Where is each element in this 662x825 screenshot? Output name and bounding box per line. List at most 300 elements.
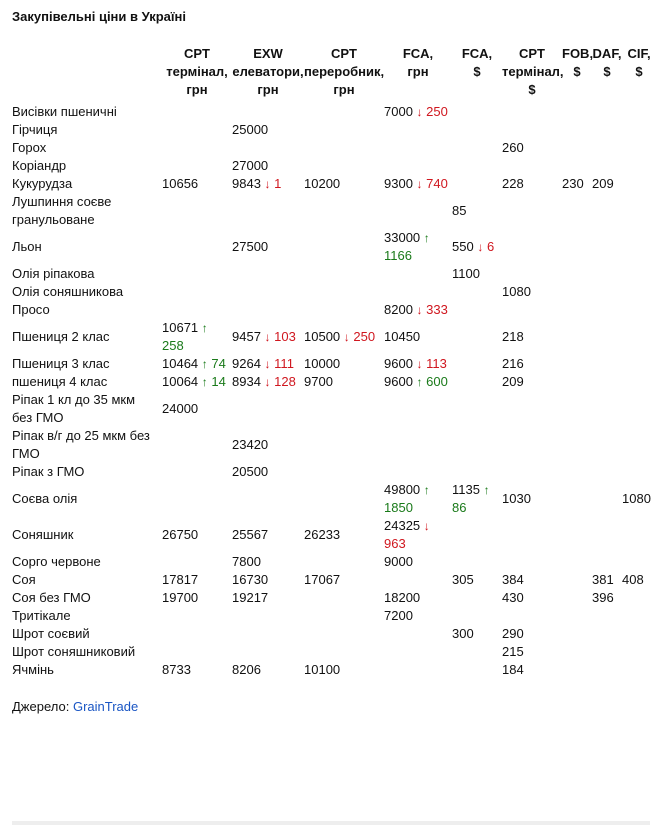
price-cell-daf-usd [592,355,622,373]
price-value: 209 [592,176,614,191]
price-cell-exw-elevator-uah [232,265,304,283]
price-cell-exw-elevator-uah [232,391,304,427]
price-value: 9600 [384,374,413,389]
price-cell-daf-usd [592,553,622,571]
column-header-daf-usd [592,45,622,103]
price-value: 184 [502,662,524,677]
price-cell-cpt-terminal-usd [502,103,562,121]
price-cell-fob-usd [562,427,592,463]
price-cell-cpt-terminal-uah [162,373,232,391]
price-cell-cpt-terminal-usd [502,229,562,265]
price-change: 1 [274,176,282,191]
price-cell-cif-usd [622,463,656,481]
price-cell-fob-usd [562,625,592,643]
price-cell-cpt-processor-uah [304,139,384,157]
commodity-name: Соя без ГМО [12,590,91,605]
price-cell-fca-usd [452,571,502,589]
price-cell-cpt-terminal-uah [162,103,232,121]
price-value: 26233 [304,527,341,542]
price-cell-cpt-terminal-uah [162,391,232,427]
price-cell-exw-elevator-uah [232,301,304,319]
price-cell-daf-usd [592,265,622,283]
price-cell-daf-usd [592,175,622,193]
price-cell-fca-usd [452,373,502,391]
price-cell-cpt-terminal-uah [162,553,232,571]
price-value: 228 [502,176,524,191]
price-cell-exw-elevator-uah [232,553,304,571]
price-cell-fca-uah [384,517,452,553]
arrow-up-icon: ↑ [201,357,208,371]
commodity-name: Соєва олія [12,491,78,506]
price-cell-fca-usd [452,589,502,607]
table-body [12,103,656,679]
source-link[interactable]: GrainTrade [72,699,139,714]
price-cell-cpt-terminal-uah [162,157,232,175]
column-header-fob-usd [562,45,592,103]
price-cell-cpt-terminal-usd [502,553,562,571]
price-value: 17067 [304,572,341,587]
price-cell-cpt-processor-uah [304,157,384,175]
price-cell-cpt-processor-uah [304,427,384,463]
price-cell-cif-usd [622,175,656,193]
price-cell-cif-usd [622,391,656,427]
commodity-name: Кукурудза [12,176,73,191]
price-value: 9000 [384,554,413,569]
commodity-name: Льон [12,239,42,254]
price-cell-cif-usd [622,643,656,661]
price-cell-cif-usd [622,553,656,571]
price-change: 113 [426,356,447,371]
arrow-down-icon: ↓ [264,375,271,389]
price-cell-exw-elevator-uah [232,121,304,139]
table-row [12,553,656,571]
price-cell-cpt-terminal-uah [162,283,232,301]
price-cell-cif-usd [622,229,656,265]
price-cell-fca-usd [452,607,502,625]
price-cell-fca-uah [384,625,452,643]
price-cell-cif-usd [622,301,656,319]
price-value: 408 [622,572,644,587]
price-cell-daf-usd [592,301,622,319]
prices-table [12,45,656,679]
price-cell-cpt-processor-uah [304,571,384,589]
price-value: 8934 [232,374,261,389]
price-cell-cpt-terminal-uah [162,571,232,589]
price-value: 27000 [232,158,269,173]
price-cell-daf-usd [592,283,622,301]
price-cell-cpt-terminal-uah [162,661,232,679]
price-cell-daf-usd [592,121,622,139]
price-cell-cpt-terminal-uah [162,355,232,373]
price-cell-cpt-terminal-uah [162,175,232,193]
table-row [12,373,656,391]
price-cell-cpt-terminal-usd [502,193,562,229]
price-cell-fob-usd [562,643,592,661]
price-cell-fob-usd [562,373,592,391]
price-cell-cpt-processor-uah [304,589,384,607]
price-value: 7800 [232,554,261,569]
column-header-label: FOB, $ [562,46,594,79]
price-cell-cpt-processor-uah [304,463,384,481]
table-header [12,45,656,103]
price-cell-fca-usd [452,175,502,193]
price-cell-fca-uah [384,553,452,571]
price-cell-cpt-terminal-usd [502,283,562,301]
price-cell-cif-usd [622,283,656,301]
column-header-label: CPT термінал, $ [502,46,564,97]
table-row [12,643,656,661]
price-cell-exw-elevator-uah [232,607,304,625]
price-value: 430 [502,590,524,605]
price-cell-fca-uah [384,121,452,139]
price-value: 27500 [232,239,269,254]
price-cell-cif-usd [622,517,656,553]
price-cell-fob-usd [562,283,592,301]
price-cell-fca-usd [452,463,502,481]
price-cell-cif-usd [622,193,656,229]
price-cell-cpt-terminal-uah [162,139,232,157]
column-header-cpt-terminal-usd [502,45,562,103]
price-cell-cif-usd [622,589,656,607]
price-cell-daf-usd [592,373,622,391]
table-row [12,139,656,157]
price-value: 1135 [452,482,480,497]
column-header-cif-usd [622,45,656,103]
table-row [12,355,656,373]
price-cell-fca-uah [384,103,452,121]
column-header-exw-elevator-uah [232,45,304,103]
table-row [12,607,656,625]
price-cell-cpt-terminal-uah [162,625,232,643]
column-header-label: CPT термінал, грн [166,46,228,97]
price-value: 381 [592,572,614,587]
table-row [12,301,656,319]
table-row [12,625,656,643]
price-cell-fob-usd [562,301,592,319]
price-value: 384 [502,572,524,587]
price-cell-cif-usd [622,625,656,643]
price-cell-fob-usd [562,175,592,193]
price-value: 396 [592,590,614,605]
price-cell-cpt-processor-uah [304,517,384,553]
column-header-label: EXW елеватори, грн [232,46,304,97]
price-value: 9600 [384,356,413,371]
price-change: 1166 [384,248,412,263]
price-cell-cif-usd [622,607,656,625]
price-cell-daf-usd [592,193,622,229]
price-cell-cpt-terminal-usd [502,139,562,157]
price-cell-exw-elevator-uah [232,139,304,157]
price-value: 1030 [502,491,531,506]
price-value: 16730 [232,572,269,587]
price-cell-daf-usd [592,103,622,121]
arrow-down-icon: ↓ [416,177,423,191]
price-cell-exw-elevator-uah [232,103,304,121]
price-value: 10656 [162,176,199,191]
price-cell-cpt-processor-uah [304,319,384,355]
price-cell-exw-elevator-uah [232,643,304,661]
arrow-down-icon: ↓ [416,105,423,119]
price-cell-fob-usd [562,355,592,373]
price-cell-fca-usd [452,355,502,373]
price-change: 74 [211,356,226,371]
price-cell-daf-usd [592,607,622,625]
commodity-name: Горох [12,140,47,155]
price-cell-daf-usd [592,589,622,607]
price-cell-cpt-processor-uah [304,121,384,139]
price-cell-fca-usd [452,301,502,319]
price-cell-exw-elevator-uah [232,157,304,175]
price-cell-fca-uah [384,193,452,229]
price-cell-cif-usd [622,427,656,463]
price-value: 19700 [162,590,199,605]
price-cell-cpt-processor-uah [304,553,384,571]
price-cell-fca-uah [384,319,452,355]
column-header-cpt-processor-uah [304,45,384,103]
table-row [12,661,656,679]
price-change: 600 [426,374,448,389]
price-value: 1080 [622,491,651,506]
price-value: 1080 [502,284,531,299]
price-cell-cpt-terminal-uah [162,517,232,553]
price-cell-cpt-terminal-usd [502,121,562,139]
table-row [12,193,656,229]
price-cell-fca-uah [384,661,452,679]
commodity-name: Ріпак в/г до 25 мкм без ГМО [12,428,150,461]
price-cell-exw-elevator-uah [232,481,304,517]
table-row [12,265,656,283]
price-cell-cpt-processor-uah [304,391,384,427]
price-value: 7200 [384,608,413,623]
price-cell-daf-usd [592,643,622,661]
price-value: 9457 [232,329,261,344]
price-cell-fca-usd [452,625,502,643]
commodity-name: Ріпак 1 кл до 35 мкм без ГМО [12,392,136,425]
price-cell-cpt-terminal-usd [502,319,562,355]
price-cell-cpt-terminal-usd [502,301,562,319]
price-value: 23420 [232,437,269,452]
price-cell-cpt-terminal-usd [502,265,562,283]
price-cell-daf-usd [592,229,622,265]
price-cell-fob-usd [562,391,592,427]
column-header-label: CIF, $ [627,46,651,79]
arrow-down-icon: ↓ [416,303,423,317]
price-cell-fob-usd [562,229,592,265]
price-value: 8206 [232,662,261,677]
price-value: 26750 [162,527,199,542]
price-value: 216 [502,356,524,371]
price-value: 10500 [304,329,341,344]
price-cell-cpt-processor-uah [304,193,384,229]
column-header-label: CPT переробник, грн [304,46,385,97]
price-value: 300 [452,626,474,641]
price-value: 8200 [384,302,413,317]
price-cell-cpt-terminal-usd [502,157,562,175]
arrow-down-icon: ↓ [423,519,430,533]
commodity-name: Висівки пшеничні [12,104,117,119]
price-value: 85 [452,203,467,218]
price-value: 218 [502,329,524,344]
table-row [12,571,656,589]
table-row [12,427,656,463]
price-cell-cpt-terminal-usd [502,571,562,589]
price-cell-fob-usd [562,607,592,625]
price-cell-cpt-terminal-uah [162,193,232,229]
price-cell-cpt-processor-uah [304,229,384,265]
price-change: 1850 [384,500,413,515]
price-cell-cpt-terminal-uah [162,589,232,607]
price-cell-fca-uah [384,157,452,175]
price-cell-cpt-processor-uah [304,355,384,373]
commodity-name: Ріпак з ГМО [12,464,85,479]
table-row [12,283,656,301]
header-row [12,45,656,103]
price-cell-fca-usd [452,661,502,679]
price-value: 18200 [384,590,421,605]
price-cell-cpt-processor-uah [304,265,384,283]
price-cell-cpt-processor-uah [304,373,384,391]
price-cell-cpt-terminal-usd [502,517,562,553]
price-change: 963 [384,536,406,551]
price-cell-exw-elevator-uah [232,589,304,607]
commodity-name: Соняшник [12,527,74,542]
price-value: 9843 [232,176,261,191]
price-cell-cpt-processor-uah [304,661,384,679]
arrow-up-icon: ↑ [201,321,208,335]
price-cell-cif-usd [622,355,656,373]
price-change: 250 [426,104,448,119]
price-value: 17817 [162,572,199,587]
header-name-cell [12,45,162,103]
price-cell-cpt-terminal-uah [162,463,232,481]
table-row [12,589,656,607]
price-cell-fca-uah [384,265,452,283]
table-row [12,517,656,553]
price-cell-cpt-terminal-uah [162,607,232,625]
price-change: 250 [353,329,376,344]
price-cell-fca-usd [452,643,502,661]
price-cell-cif-usd [622,661,656,679]
price-cell-daf-usd [592,625,622,643]
price-cell-cpt-terminal-uah [162,643,232,661]
price-cell-cpt-terminal-usd [502,355,562,373]
arrow-up-icon: ↑ [423,483,430,497]
price-cell-fca-usd [452,139,502,157]
price-cell-fca-uah [384,139,452,157]
price-cell-fca-uah [384,175,452,193]
price-value: 10200 [304,176,341,191]
price-cell-cpt-processor-uah [304,301,384,319]
price-cell-exw-elevator-uah [232,427,304,463]
price-cell-exw-elevator-uah [232,517,304,553]
commodity-name: Ячмінь [12,662,54,677]
source-label: Джерело: [12,699,70,714]
price-cell-fob-usd [562,589,592,607]
price-cell-fca-uah [384,229,452,265]
commodity-name: Тритікале [12,608,71,623]
commodity-name: Олія соняшникова [12,284,124,299]
price-cell-fca-uah [384,301,452,319]
price-cell-fca-uah [384,589,452,607]
price-change: 740 [426,176,448,191]
price-value: 24325 [384,518,421,533]
price-cell-daf-usd [592,157,622,175]
price-cell-cif-usd [622,373,656,391]
table-row [12,157,656,175]
commodity-name: Шрот соняшниковий [12,644,136,659]
price-cell-daf-usd [592,319,622,355]
column-header-cpt-terminal-uah [162,45,232,103]
price-cell-cpt-processor-uah [304,283,384,301]
bottom-divider [12,821,650,825]
price-cell-fca-uah [384,373,452,391]
table-row [12,175,656,193]
price-cell-fob-usd [562,265,592,283]
price-cell-cpt-terminal-usd [502,661,562,679]
price-value: 209 [502,374,524,389]
price-cell-fob-usd [562,193,592,229]
price-value: 215 [502,644,524,659]
price-change: 111 [274,356,294,371]
price-cell-daf-usd [592,391,622,427]
price-cell-fca-usd [452,265,502,283]
price-cell-fca-uah [384,427,452,463]
arrow-down-icon: ↓ [264,330,271,344]
commodity-name: Гірчиця [12,122,58,137]
price-cell-fca-uah [384,481,452,517]
price-value: 25000 [232,122,269,137]
column-header-label: DAF, $ [592,46,622,79]
arrow-up-icon: ↑ [416,375,423,389]
price-value: 290 [502,626,524,641]
price-cell-fca-uah [384,571,452,589]
commodity-name: Пшениця 2 клас [12,329,110,344]
price-cell-cpt-terminal-usd [502,391,562,427]
arrow-down-icon: ↓ [343,330,350,344]
price-cell-cpt-terminal-uah [162,229,232,265]
price-cell-daf-usd [592,481,622,517]
price-cell-cif-usd [622,139,656,157]
arrow-up-icon: ↑ [201,375,208,389]
price-cell-cpt-processor-uah [304,607,384,625]
price-change: 128 [274,374,296,389]
column-header-fca-uah [384,45,452,103]
price-cell-daf-usd [592,661,622,679]
price-cell-fob-usd [562,157,592,175]
price-cell-cpt-processor-uah [304,481,384,517]
price-cell-fob-usd [562,139,592,157]
price-cell-exw-elevator-uah [232,463,304,481]
commodity-name: Олія ріпакова [12,266,95,281]
price-cell-daf-usd [592,517,622,553]
price-cell-fca-uah [384,391,452,427]
price-cell-cif-usd [622,265,656,283]
column-header-label: FCA, $ [461,46,493,79]
price-cell-fob-usd [562,517,592,553]
price-cell-cif-usd [622,121,656,139]
price-change: 86 [452,500,467,515]
price-cell-cpt-processor-uah [304,625,384,643]
table-row [12,463,656,481]
price-cell-fob-usd [562,661,592,679]
commodity-name: Сорго червоне [12,554,101,569]
price-cell-exw-elevator-uah [232,661,304,679]
price-cell-cpt-terminal-uah [162,319,232,355]
price-value: 49800 [384,482,421,497]
price-cell-cpt-terminal-usd [502,643,562,661]
price-cell-cif-usd [622,319,656,355]
price-cell-exw-elevator-uah [232,283,304,301]
